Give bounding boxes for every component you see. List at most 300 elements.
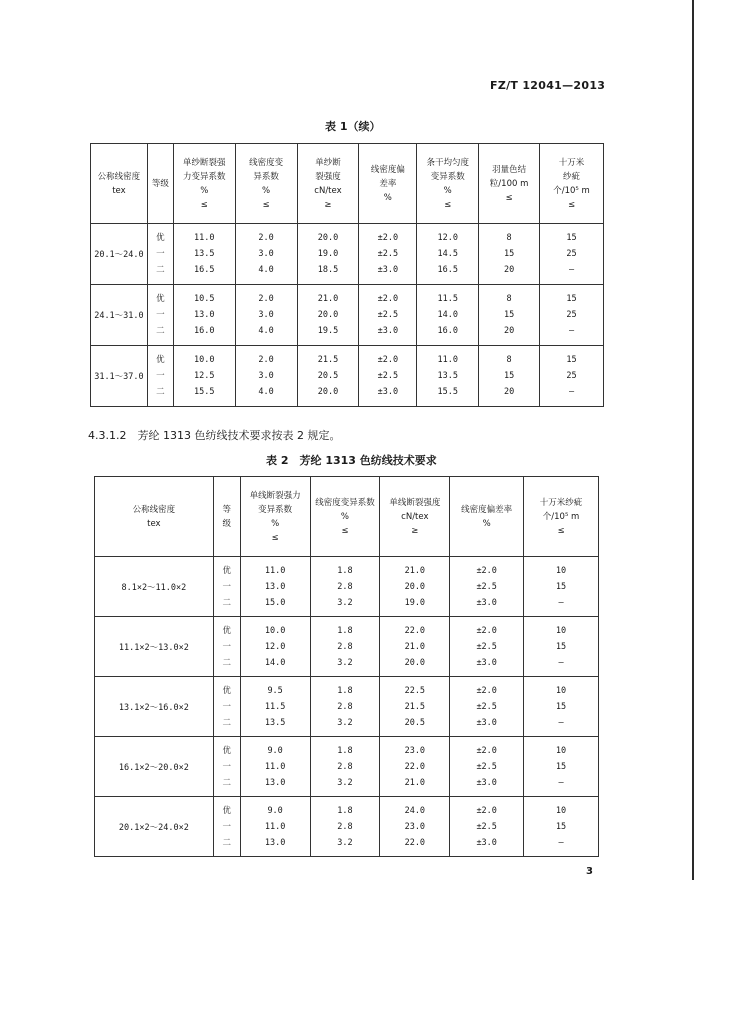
cell-value: 12.0 [437, 233, 458, 243]
cell-value: 22.0 [404, 837, 426, 848]
header-line: % [383, 192, 392, 203]
header-line: tex [112, 185, 126, 196]
cell-value: ±2.0 [476, 565, 497, 576]
table1-col-header-2 [173, 144, 235, 224]
cell-value: ±3.0 [476, 597, 497, 608]
cell-value: 10.5 [194, 294, 215, 304]
header-line: ≤ [557, 525, 565, 536]
header-line: 级 [222, 518, 231, 529]
cell-value: 11.5 [264, 701, 286, 712]
grade-value: 优 [156, 294, 165, 304]
table-row [95, 557, 599, 617]
value-cell [297, 224, 359, 285]
value-cell [450, 677, 524, 737]
value-cell [450, 557, 524, 617]
clause-paragraph: 4.3.1.2 芳纶 1313 色纺线技术要求按表 2 规定。 [88, 429, 341, 442]
cell-value: 14.5 [437, 249, 458, 259]
cell-value: ±2.0 [377, 294, 399, 304]
table2-col-header-6 [524, 477, 599, 557]
cell-value: 1.8 [337, 625, 353, 636]
header-line: 异系数 [253, 171, 279, 182]
grade-value: 优 [156, 355, 165, 365]
value-cell [359, 346, 417, 407]
cell-value: ±3.0 [377, 387, 399, 397]
cell-value: 20.0 [404, 657, 426, 668]
cell-value: ±3.0 [377, 326, 399, 336]
cell-value: 2.8 [337, 701, 353, 712]
cell-value: 20.0 [317, 310, 339, 320]
cell-value: 25 [566, 310, 577, 320]
value-cell [417, 224, 479, 285]
header-line: ≤ [200, 199, 208, 210]
cell-value: ±2.5 [476, 761, 497, 772]
cell-value: ±2.5 [377, 310, 399, 320]
header-line: 单纱断裂强 [182, 157, 226, 168]
cell-value: 10.0 [264, 625, 286, 636]
cell-value: ±2.0 [476, 685, 497, 696]
value-cell [450, 797, 524, 857]
value-cell [540, 346, 604, 407]
value-cell [479, 346, 540, 407]
cell-value: 15 [555, 641, 567, 652]
table-row [95, 737, 599, 797]
header-line: % [262, 185, 271, 196]
header-line: 十万米 [558, 157, 585, 168]
header-line: % [271, 518, 280, 529]
value-cell [235, 285, 297, 346]
header-line: % [200, 185, 209, 196]
cell-value: ±3.0 [377, 265, 399, 275]
cell-value: ±2.0 [476, 745, 497, 756]
cell-value: ±2.5 [476, 641, 497, 652]
value-cell [173, 285, 235, 346]
cell-value: 10 [555, 625, 567, 636]
cell-value: 10 [555, 565, 567, 576]
page-number: 3 [586, 866, 593, 877]
cell-value: 11.0 [437, 355, 458, 365]
value-cell [479, 224, 540, 285]
cell-value: 20.5 [404, 717, 426, 728]
cell-value: ±2.5 [476, 821, 497, 832]
cell-value: — [558, 657, 564, 668]
table1-col-header-7 [479, 144, 540, 224]
grade-value: 一 [156, 371, 165, 381]
cell-value: 3.2 [337, 597, 353, 608]
table-row [91, 224, 604, 285]
cell-value: 21.0 [404, 641, 426, 652]
cell-value: 2.0 [258, 233, 274, 243]
header-line: ≤ [341, 525, 349, 536]
grade-value: 二 [222, 597, 231, 608]
value-cell [380, 617, 450, 677]
grade-cell [213, 557, 240, 617]
table1-header-row [91, 144, 604, 224]
spec-cell: 16.1×2～20.0×2 [95, 737, 214, 797]
table1-col-header-5 [359, 144, 417, 224]
table1-col-header-3 [235, 144, 297, 224]
cell-value: 1.8 [337, 565, 353, 576]
header-line: 十万米纱疵 [539, 497, 583, 508]
value-cell [380, 557, 450, 617]
table1-col-header-4 [297, 144, 359, 224]
table-1 [90, 143, 604, 407]
table2-col-header-3 [310, 477, 380, 557]
grade-value: 优 [156, 233, 165, 243]
header-line: 变异系数 [430, 171, 465, 182]
header-line: 个/10⁵ m [553, 185, 590, 196]
cell-value: 13.0 [264, 777, 286, 788]
table1-col-header-6 [417, 144, 479, 224]
standard-number: FZ/T 12041—2013 [490, 79, 606, 92]
header-line: 条干均匀度 [426, 157, 469, 168]
spec-cell: 20.1～24.0 [91, 224, 148, 285]
grade-value: 二 [222, 717, 231, 728]
grade-value: 二 [222, 777, 231, 788]
cell-value: 11.0 [264, 565, 286, 576]
header-line: 单线断裂强度 [389, 497, 441, 508]
table-row [95, 677, 599, 737]
cell-value: 21.0 [404, 565, 426, 576]
cell-value: 25 [566, 249, 577, 259]
cell-value: 20 [503, 265, 515, 275]
cell-value: 18.5 [317, 265, 339, 275]
value-cell [240, 557, 310, 617]
table1-col-header-1 [147, 144, 173, 224]
cell-value: ±2.0 [377, 355, 399, 365]
cell-value: 4.0 [258, 326, 274, 336]
table2-col-header-4 [380, 477, 450, 557]
value-cell [310, 617, 380, 677]
cell-value: — [568, 326, 575, 336]
cell-value: 13.5 [437, 371, 458, 381]
cell-value: 15 [566, 294, 577, 304]
spec-cell: 8.1×2～11.0×2 [95, 557, 214, 617]
header-line: 线密度偏差率 [461, 504, 513, 515]
cell-value: ±2.5 [377, 371, 399, 381]
cell-value: 10.0 [194, 355, 215, 365]
value-cell [524, 617, 599, 677]
cell-value: 20.0 [317, 233, 339, 243]
cell-value: ±2.0 [476, 625, 497, 636]
cell-value: 20.0 [317, 387, 339, 397]
grade-value: 优 [222, 565, 231, 576]
cell-value: 8 [506, 294, 512, 304]
value-cell [380, 797, 450, 857]
grade-value: 优 [222, 685, 231, 696]
header-line: tex [147, 518, 161, 529]
cell-value: — [568, 265, 575, 275]
cell-value: 1.8 [337, 685, 353, 696]
cell-value: 15 [503, 371, 515, 381]
value-cell [450, 737, 524, 797]
value-cell [359, 224, 417, 285]
header-line: 裂强度 [315, 171, 341, 182]
cell-value: 16.0 [437, 326, 458, 336]
cell-value: 20 [503, 326, 515, 336]
cell-value: 25 [566, 371, 577, 381]
header-line: 等级 [151, 178, 169, 189]
cell-value: 15 [555, 581, 567, 592]
cell-value: — [558, 597, 564, 608]
header-line: 个/10⁵ m [542, 511, 580, 522]
header-line: 变异系数 [258, 504, 293, 515]
cell-value: ±2.0 [476, 805, 497, 816]
header-line: 羽量色结 [492, 164, 527, 175]
table1-col-header-0 [91, 144, 148, 224]
cell-value: 16.5 [194, 265, 215, 275]
grade-cell [213, 677, 240, 737]
cell-value: 1.8 [337, 745, 353, 756]
cell-value: 22.0 [404, 761, 426, 772]
cell-value: 19.5 [317, 326, 339, 336]
header-line: % [443, 185, 452, 196]
table2-caption: 表 2 芳纶 1313 色纺线技术要求 [266, 454, 437, 467]
value-cell [310, 677, 380, 737]
header-line: ≤ [262, 199, 270, 210]
cell-value: 13.5 [194, 249, 215, 259]
cell-value: 8 [506, 355, 512, 365]
cell-value: 13.0 [194, 310, 215, 320]
value-cell [310, 797, 380, 857]
value-cell [524, 677, 599, 737]
grade-value: 二 [222, 657, 231, 668]
grade-value: 一 [156, 249, 165, 259]
cell-value: 3.0 [258, 310, 274, 320]
table2-col-header-2 [240, 477, 310, 557]
cell-value: — [558, 837, 564, 848]
grade-value: 二 [156, 326, 165, 336]
cell-value: 4.0 [258, 265, 274, 275]
cell-value: 15 [503, 249, 515, 259]
header-line: 线密度变异系数 [315, 497, 375, 508]
cell-value: 22.0 [404, 625, 426, 636]
cell-value: 21.5 [404, 701, 426, 712]
cell-value: 3.0 [258, 249, 274, 259]
value-cell [240, 677, 310, 737]
cell-value: 2.0 [258, 294, 274, 304]
cell-value: 15 [555, 761, 567, 772]
header-line: ≤ [567, 199, 576, 210]
cell-value: 20 [503, 387, 515, 397]
value-cell [524, 797, 599, 857]
cell-value: — [568, 387, 575, 397]
cell-value: ±3.0 [476, 657, 497, 668]
cell-value: — [558, 777, 564, 788]
cell-value: 3.0 [258, 371, 274, 381]
cell-value: 15 [555, 821, 567, 832]
header-line: % [340, 511, 349, 522]
grade-value: 二 [156, 265, 165, 275]
grade-cell [213, 797, 240, 857]
value-cell [524, 557, 599, 617]
cell-value: 1.8 [337, 805, 353, 816]
cell-value: 11.5 [437, 294, 458, 304]
cell-value: 22.5 [404, 685, 426, 696]
cell-value: 10 [555, 685, 567, 696]
cell-value: 15.5 [437, 387, 458, 397]
cell-value: 11.0 [264, 821, 286, 832]
cell-value: ±3.0 [476, 717, 497, 728]
cell-value: 13.5 [264, 717, 286, 728]
cell-value: 4.0 [258, 387, 274, 397]
cell-value: ±3.0 [476, 837, 497, 848]
header-line: ≥ [324, 199, 332, 210]
table2-col-header-5 [450, 477, 524, 557]
header-line: cN/tex [401, 511, 429, 522]
value-cell [173, 224, 235, 285]
cell-value: 19.0 [404, 597, 426, 608]
page-edge-line [692, 0, 694, 880]
value-cell [235, 346, 297, 407]
header-line: 差率 [379, 178, 397, 189]
table-row [95, 797, 599, 857]
cell-value: 12.5 [194, 371, 215, 381]
value-cell [479, 285, 540, 346]
table-2 [94, 476, 599, 857]
value-cell [297, 285, 359, 346]
value-cell [310, 557, 380, 617]
header-line: 单线断裂强力 [249, 490, 301, 501]
grade-cell [147, 285, 173, 346]
grade-value: 优 [222, 805, 231, 816]
grade-value: 优 [222, 745, 231, 756]
cell-value: 3.2 [337, 717, 353, 728]
cell-value: 10 [555, 805, 567, 816]
cell-value: 20.5 [317, 371, 339, 381]
cell-value: 15 [555, 701, 567, 712]
cell-value: 21.0 [404, 777, 426, 788]
header-line: cN/tex [314, 185, 342, 196]
cell-value: 9.0 [267, 805, 283, 816]
cell-value: 15 [566, 233, 577, 243]
cell-value: 13.0 [264, 581, 286, 592]
table2-col-header-1 [213, 477, 240, 557]
cell-value: 19.0 [317, 249, 339, 259]
cell-value: ±2.5 [377, 249, 399, 259]
cell-value: ±2.5 [476, 701, 497, 712]
table-row [95, 617, 599, 677]
cell-value: 2.0 [258, 355, 274, 365]
value-cell [417, 346, 479, 407]
header-line: ≤ [271, 532, 279, 543]
grade-cell [147, 346, 173, 407]
cell-value: ±3.0 [476, 777, 497, 788]
cell-value: 14.0 [437, 310, 458, 320]
grade-value: 一 [222, 641, 231, 652]
grade-value: 一 [222, 581, 231, 592]
value-cell [173, 346, 235, 407]
table-row [91, 285, 604, 346]
cell-value: 14.0 [264, 657, 286, 668]
header-line: 力变异系数 [182, 171, 226, 182]
value-cell [540, 224, 604, 285]
value-cell [240, 617, 310, 677]
header-line: 公称线密度 [132, 504, 176, 515]
spec-cell: 13.1×2～16.0×2 [95, 677, 214, 737]
cell-value: 3.2 [337, 657, 353, 668]
header-line: 线密度偏 [370, 164, 405, 175]
header-line: 单纱断 [315, 157, 341, 168]
grade-value: 二 [222, 837, 231, 848]
cell-value: 16.0 [194, 326, 215, 336]
grade-value: 一 [222, 821, 231, 832]
cell-value: ±2.5 [476, 581, 497, 592]
spec-cell: 24.1～31.0 [91, 285, 148, 346]
cell-value: 3.2 [337, 777, 353, 788]
header-line: 纱疵 [563, 171, 581, 182]
cell-value: 15.0 [264, 597, 286, 608]
value-cell [240, 797, 310, 857]
cell-value: 21.5 [317, 355, 339, 365]
grade-value: 一 [156, 310, 165, 320]
cell-value: 2.8 [337, 641, 353, 652]
grade-value: 一 [222, 701, 231, 712]
table1-col-header-8 [540, 144, 604, 224]
header-line: 粒/100 m [489, 178, 529, 189]
value-cell [380, 677, 450, 737]
cell-value: 23.0 [404, 821, 426, 832]
cell-value: 24.0 [404, 805, 426, 816]
cell-value: 3.2 [337, 837, 353, 848]
value-cell [380, 737, 450, 797]
header-line: ≤ [505, 192, 513, 203]
header-line: ≤ [444, 199, 452, 210]
cell-value: 11.0 [194, 233, 215, 243]
spec-cell: 20.1×2～24.0×2 [95, 797, 214, 857]
cell-value: 15 [566, 355, 577, 365]
cell-value: 15.5 [194, 387, 215, 397]
cell-value: ±2.0 [377, 233, 399, 243]
cell-value: 9.5 [267, 685, 283, 696]
table2-header-row [95, 477, 599, 557]
spec-cell: 31.1～37.0 [91, 346, 148, 407]
value-cell [240, 737, 310, 797]
cell-value: 10 [555, 745, 567, 756]
cell-value: 13.0 [264, 837, 286, 848]
value-cell [524, 737, 599, 797]
cell-value: — [558, 717, 564, 728]
header-line: 公称线密度 [97, 171, 141, 182]
cell-value: 21.0 [317, 294, 339, 304]
value-cell [359, 285, 417, 346]
grade-value: 一 [222, 761, 231, 772]
cell-value: 11.0 [264, 761, 286, 772]
cell-value: 9.0 [267, 745, 283, 756]
spec-cell: 11.1×2～13.0×2 [95, 617, 214, 677]
value-cell [417, 285, 479, 346]
grade-cell [147, 224, 173, 285]
cell-value: 15 [503, 310, 515, 320]
cell-value: 2.8 [337, 821, 353, 832]
table-row [91, 346, 604, 407]
grade-value: 优 [222, 625, 231, 636]
cell-value: 8 [506, 233, 512, 243]
value-cell [297, 346, 359, 407]
value-cell [540, 285, 604, 346]
cell-value: 2.8 [337, 761, 353, 772]
value-cell [235, 224, 297, 285]
header-line: ≥ [411, 525, 419, 536]
grade-cell [213, 737, 240, 797]
header-line: 等 [222, 504, 231, 515]
header-line: 线密度变 [249, 157, 284, 168]
cell-value: 12.0 [264, 641, 286, 652]
header-line: % [482, 518, 491, 529]
value-cell [450, 617, 524, 677]
cell-value: 20.0 [404, 581, 426, 592]
grade-value: 二 [156, 387, 165, 397]
value-cell [310, 737, 380, 797]
